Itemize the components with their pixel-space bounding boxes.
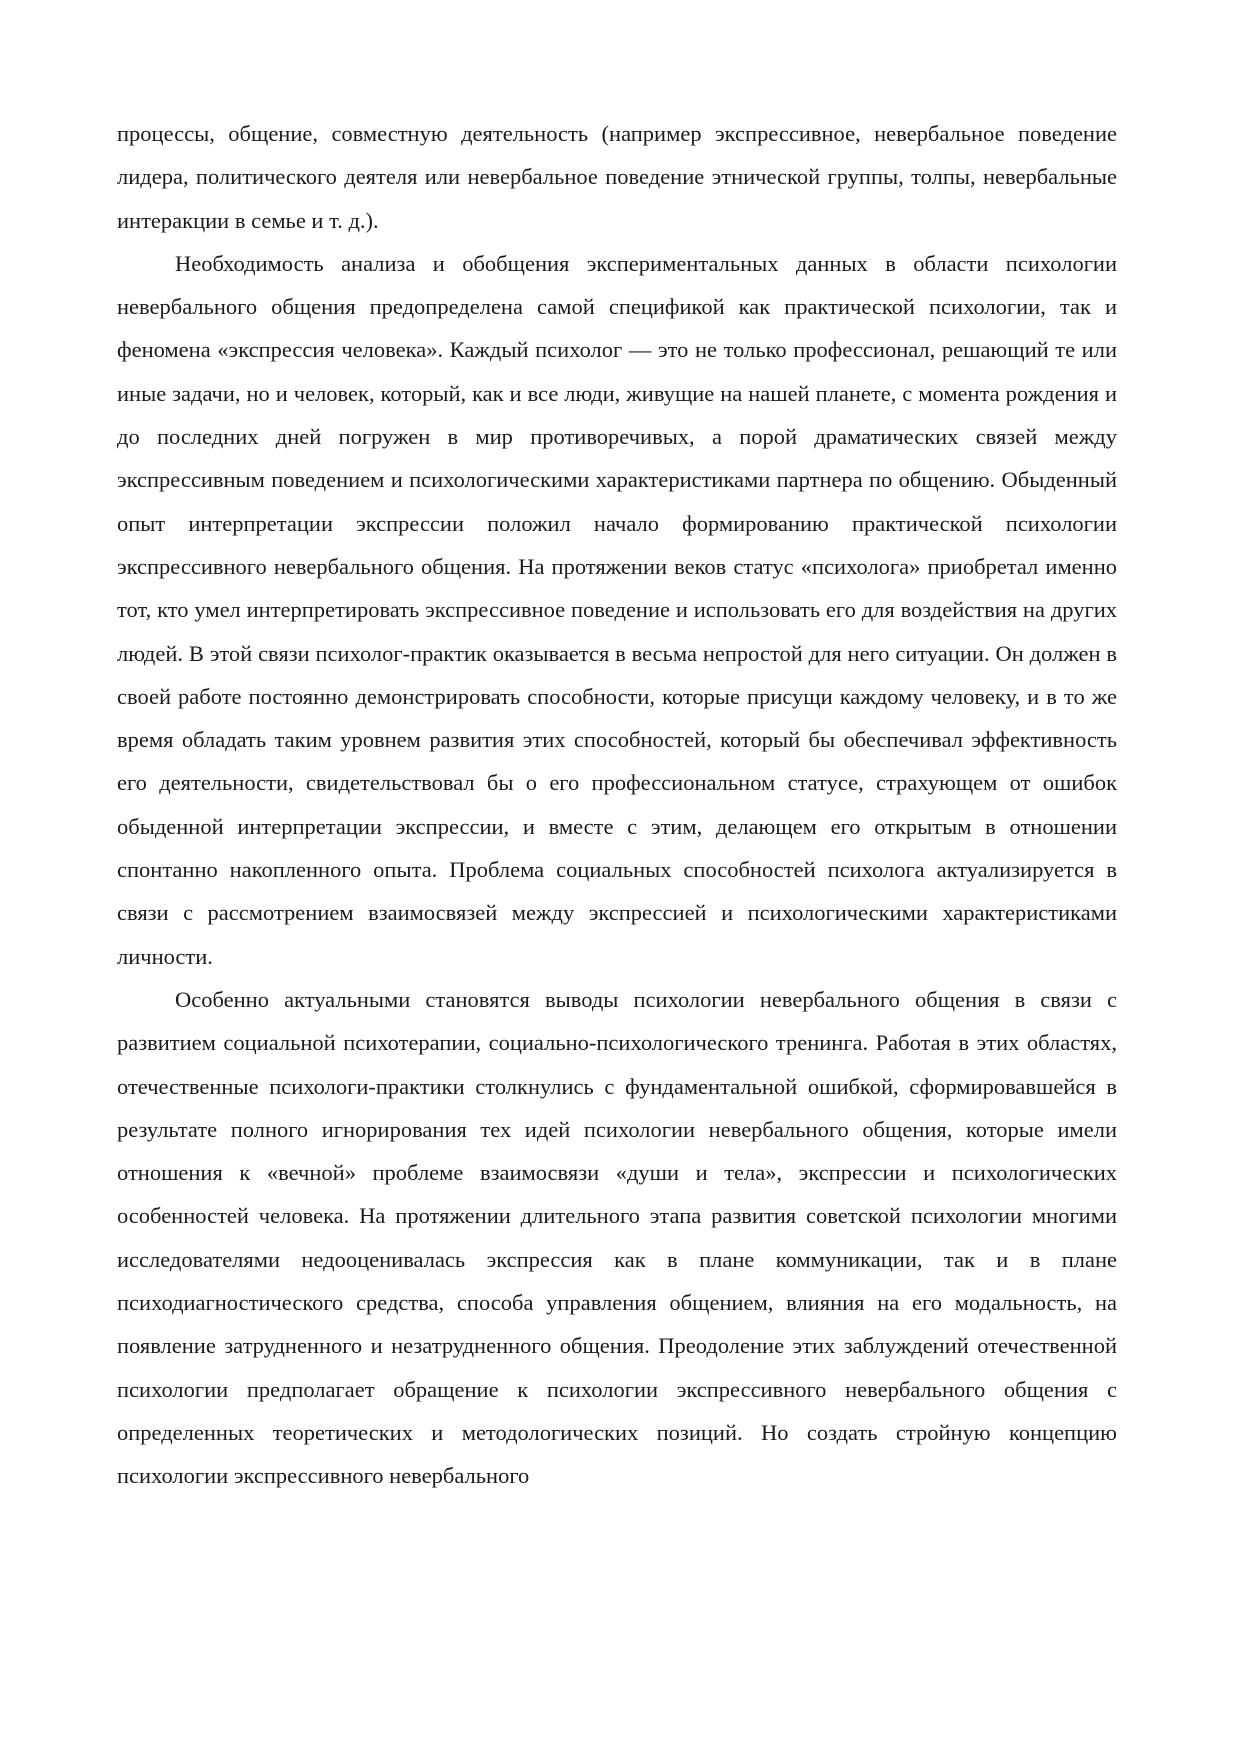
paragraph-1: процессы, общение, совместную деятельность (например экспрессивное, невербальное поведение лидера, политического деятеля или невербальное поведение этнической группы, толпы, невербальные интеракции в семье и т. д.).	[117, 121, 1117, 233]
paragraph-2: Необходимость анализа и обобщения экспериментальных данных в области психологии невербального общения предопределена самой спецификой как практической психологии, так и феномена «экспрессия человека». Каждый психолог — это не только профессионал, решающий те или иные задачи, но и человек, который, как и все люди, живущие на нашей планете, с момента рождения и до последних дней погружен в мир противоречивых, а порой драматических связей между экспрессивным поведением и психологическими характеристиками партнера по общению. Обыденный опыт интерпретации экспрессии положил начало формированию практической психологии экспрессивного невербального общения. На протяжении веков статус «психолога» приобретал именно тот, кто умел интерпретировать экспрессивное поведение и использовать его для воздействия на других людей. В этой связи психолог-практик оказывается в весьма непростой для него ситуации. Он должен в своей работе постоянно демонстрировать способности, которые присущи каждому человеку, и в то же время обладать таким уровнем развития этих способностей, который бы обеспечивал эффективность его деятельности, свидетельствовал бы о его профессиональном статусе, страхующем от ошибок обыденной интерпретации экспрессии, и вместе с этим, делающем его открытым в отношении спонтанно накопленного опыта. Проблема социальных способностей психолога актуализируется в связи с рассмотрением взаимосвязей между экспрессией и психологическими характеристиками личности.	[117, 250, 1117, 969]
paragraph-3: Особенно актуальными становятся выводы психологии невербального общения в связи с развитием социальной психотерапии, социально-психологического тренинга. Работая в этих областях, отечественные психологи-практики столкнулись с фундаментальной ошибкой, сформировавшейся в результате полного игнорирования тех идей психологии невербального общения, которые имели отношения к «вечной» проблеме взаимосвязи «души и тела», экспрессии и психологических особенностей человека. На протяжении длительного этапа развития советской психологии многими исследователями недооценивалась экспрессия как в плане коммуникации, так и в плане психодиагностического средства, способа управления общением, влияния на его модальность, на появление затрудненного и незатрудненного общения. Преодоление этих заблуждений отечественной психологии предполагает обращение к психологии экспрессивного невербального общения с определенных теоретических и методологических позиций. Но создать стройную концепцию психологии экспрессивного невербального	[117, 986, 1117, 1489]
document-page	[117, 112, 1117, 1498]
